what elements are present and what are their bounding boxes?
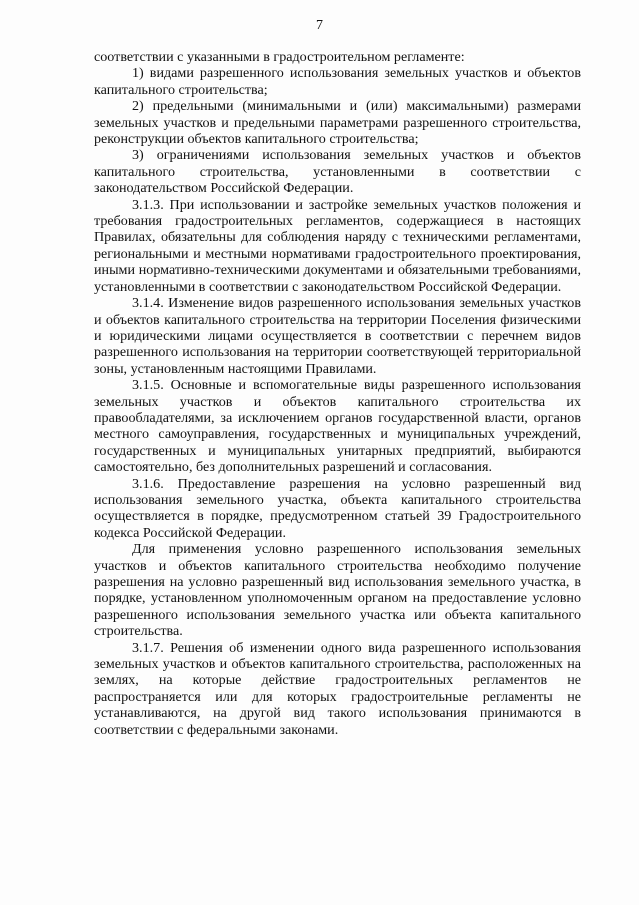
clause-3-1-7: 3.1.7. Решения об изменении одного вида разрешенного использования земельных участков и объектов капитального строительства, расположенных на землях, на которые действие градостроительных регламентов не распространяется или для которых градостроительные регламенты не устанавливаются, на другой вид такого использования принимаются в соответствии с федеральными законами. — [94, 639, 581, 738]
page-number: 7 — [316, 18, 323, 33]
clause-3-1-3: 3.1.3. При использовании и застройке земельных участков положения и требования градостроительных регламентов, содержащиеся в настоящих Правилах, обязательны для соблюдения наряду с техническими регламентами, региональными и местными нормативами градостроительного проектирования, иными нормативно-техническими документами и обязательными требованиями, установленными в соответствии с законодательством Российской Федерации. — [94, 196, 581, 295]
list-item-2: 2) предельными (минимальными и (или) максимальными) размерами земельных участков и предельными параметрами разрешенного строительства, реконструкции объектов капитального строительства; — [94, 98, 581, 148]
paragraph-continuation: соответствии с указанными в градостроительном регламенте: — [94, 49, 465, 65]
list-item-3: 3) ограничениями использования земельных участков и объектов капитального строительства, установленными в соответствии с законодательством Российской Федерации. — [94, 147, 581, 197]
clause-3-1-5: 3.1.5. Основные и вспомогательные виды разрешенного использования земельных участков и объектов капитального строительства их правообладателями, за исключением органов государственной власти, органов местного самоуправления, государственных и муниципальных учреждений, государственных и муниципальных унитарных предприятий, выбираются самостоятельно, без дополнительных разрешений и согласования. — [94, 377, 581, 476]
clause-3-1-4: 3.1.4. Изменение видов разрешенного использования земельных участков и объектов капитального строительства на территории Поселения физическими и юридическими лицами осуществляется в соответствии с перечнем видов разрешенного использования на территории соответствующей территориальной зоны, установленным настоящими Правилами. — [94, 295, 581, 377]
clause-3-1-6: 3.1.6. Предоставление разрешения на условно разрешенный вид использования земельного участка, объекта капитального строительства осуществляется в порядке, предусмотренном статьей 39 Градостроительного кодекса Российской Федерации. — [94, 475, 581, 541]
list-item-1: 1) видами разрешенного использования земельных участков и объектов капитального строительства; — [94, 65, 581, 98]
document-body — [94, 49, 581, 738]
clause-3-1-6-continuation: Для применения условно разрешенного использования земельных участков и объектов капитального строительства необходимо получение разрешения на условно разрешенный вид использования земельного участка, в порядке, установленном уполномоченным органом на предоставление условно разрешенного использования земельного участка или объекта капитального строительства. — [94, 541, 581, 640]
